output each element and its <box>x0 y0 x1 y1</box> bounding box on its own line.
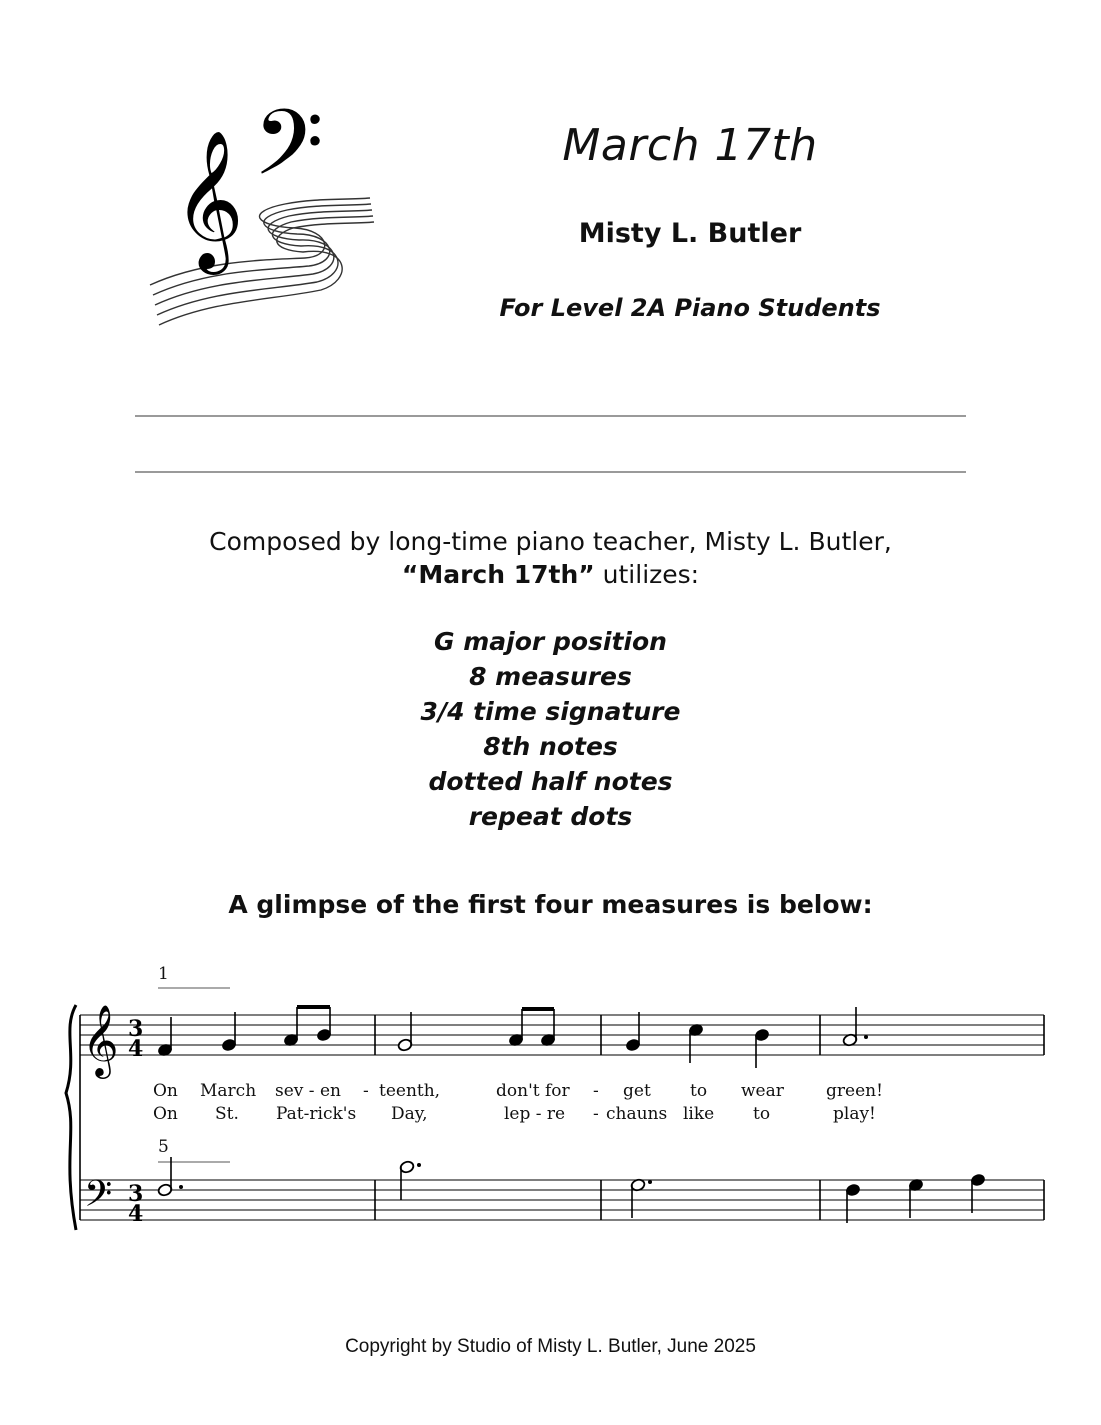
bass-time-top: 3 <box>128 1181 144 1207</box>
bass-clef-icon: 𝄢 <box>84 1173 113 1224</box>
divider-line <box>135 471 966 473</box>
level-subtitle: For Level 2A Piano Students <box>499 294 881 322</box>
lyric-syllable: chauns <box>606 1104 668 1124</box>
intro-line-2 <box>0 558 1101 591</box>
svg-text:𝄢: 𝄢 <box>253 100 324 218</box>
bass-staff <box>80 1180 1044 1220</box>
bass-finger-number: 5 <box>158 1137 169 1157</box>
treble-time-bottom: 4 <box>128 1036 144 1062</box>
lyric-syllable: - <box>363 1081 369 1101</box>
lyric-syllable: On <box>153 1104 178 1124</box>
lyric-syllable: On <box>153 1081 178 1101</box>
intro-line-2-rest: utilizes: <box>594 560 700 589</box>
feature-list <box>0 624 1101 834</box>
lyric-syllable: March <box>200 1081 257 1101</box>
feature-item: G major position <box>434 627 667 656</box>
lyric-syllable: like <box>683 1104 715 1124</box>
lyric-syllable: don't for <box>496 1081 570 1101</box>
clef-logo <box>145 100 375 340</box>
sheet-music-svg <box>60 955 1050 1240</box>
lyric-syllable: teenth, <box>379 1081 441 1101</box>
feature-item: 3/4 time signature <box>420 697 681 726</box>
feature-item: 8th notes <box>483 732 618 761</box>
treble-clef-icon: 𝄞 <box>82 1003 119 1076</box>
lyric-syllable: Day, <box>391 1104 428 1124</box>
copyright-footer: Copyright by Studio of Misty L. Butler, June 2025 <box>345 1336 756 1357</box>
treble-finger-number: 1 <box>158 964 169 984</box>
composer-name: Misty L. Butler <box>578 218 802 249</box>
feature-item: 8 measures <box>469 662 632 691</box>
lyrics-verse-1 <box>153 1081 883 1101</box>
lyric-syllable: - <box>593 1104 599 1124</box>
lyric-syllable: to <box>753 1104 771 1124</box>
sheet-music-excerpt <box>60 955 1050 1240</box>
piece-name: “March 17th” <box>401 560 595 589</box>
glimpse-heading: A glimpse of the first four measures is below: <box>228 890 873 919</box>
bass-time-bottom: 4 <box>128 1201 144 1227</box>
lyric-syllable: get <box>623 1081 651 1101</box>
lyric-syllable: green! <box>826 1081 883 1101</box>
lyrics-verse-2 <box>153 1104 876 1124</box>
clef-logo-icon <box>145 100 375 340</box>
grand-staff-brace <box>66 1005 76 1230</box>
feature-item: repeat dots <box>468 802 633 831</box>
lyric-syllable: - <box>593 1081 599 1101</box>
lyric-syllable: St. <box>215 1104 239 1124</box>
intro-line-1: Composed by long-time piano teacher, Misty L. Butler, <box>209 527 892 556</box>
lyric-syllable: sev - en <box>275 1081 341 1101</box>
intro-text <box>0 525 1101 591</box>
page-title: March 17th <box>562 120 818 171</box>
lyric-syllable: to <box>690 1081 708 1101</box>
treble-time-top: 3 <box>128 1016 144 1042</box>
divider-line <box>135 415 966 417</box>
feature-item: dotted half notes <box>428 767 673 796</box>
lyric-syllable: play! <box>833 1104 876 1124</box>
lyric-syllable: lep - re <box>504 1104 566 1124</box>
lyric-syllable: Pat-rick's <box>276 1104 357 1124</box>
treble-notes <box>157 1007 868 1068</box>
svg-text:𝄞: 𝄞 <box>173 130 244 269</box>
lyric-syllable: wear <box>741 1081 784 1101</box>
